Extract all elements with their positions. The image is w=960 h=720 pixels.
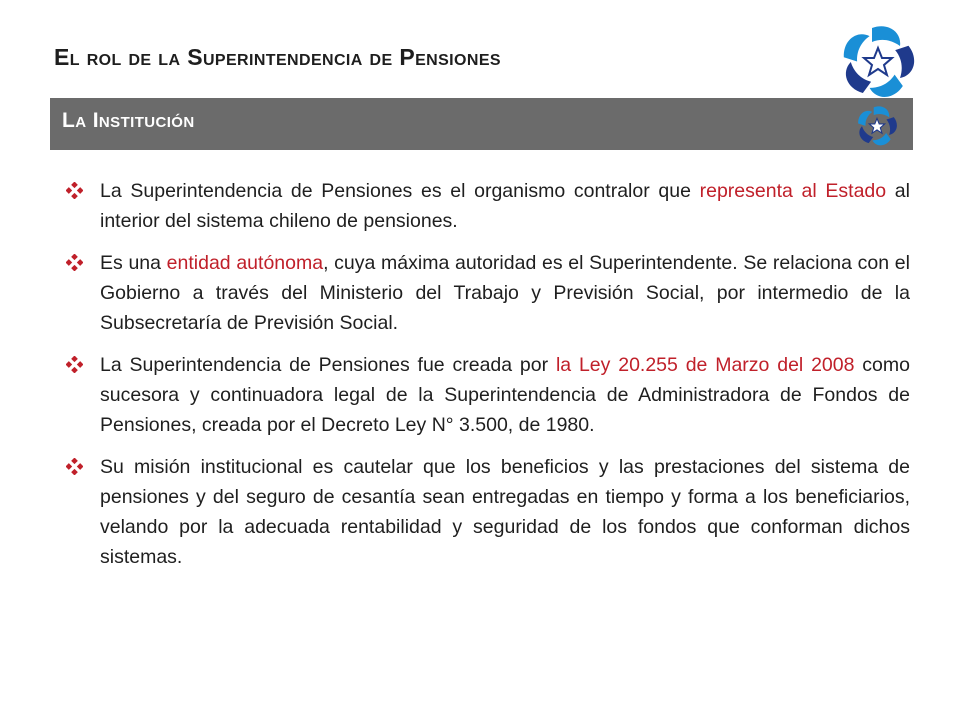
section-title: La Institución (62, 109, 195, 132)
superintendencia-star-logo-icon (855, 103, 899, 147)
bullet-highlight: entidad autónoma (166, 252, 324, 274)
bullet-list (66, 176, 910, 584)
diamond-bullet-icon (66, 458, 83, 475)
bullet-item (66, 350, 910, 440)
bullet-highlight: representa al Estado (699, 180, 887, 202)
page-title: El rol de la Superintendencia de Pensiones (54, 44, 501, 70)
bullet-text: Su misión institucional es cautelar que los beneficios y las prestaciones del sistema de pensiones y del seguro de cesantía sean entregadas en tiempo y forma a los beneficiarios, velando por la adecuada rentabilidad y seguridad de los fondos que conforman dichos sistemas. (100, 456, 910, 568)
logo-petal (872, 26, 900, 46)
diamond-bullet-icon (66, 182, 83, 199)
bullet-item (66, 176, 910, 236)
bullet-text: Es una (100, 252, 167, 274)
bullet-text: , cuya máxima autoridad es el Superintendente. Se relaciona con el Gobierno a través del Ministerio del Trabajo y Previsión Social, por intermedio de la Subsecretaría de Previsión Social. (100, 252, 910, 334)
superintendencia-star-logo-icon (838, 20, 918, 100)
bullet-text: como sucesora y continuadora legal de la Superintendencia de Administradora de Fondos de Pensiones, creada por el Decreto Ley N° 3.500, de 1980. (100, 354, 910, 436)
bullet-highlight: la Ley 20.255 de Marzo del 2008 (555, 354, 855, 376)
diamond-bullet-icon (66, 254, 83, 271)
bullet-item (66, 248, 910, 338)
section-banner (50, 98, 913, 150)
bullet-text: La Superintendencia de Pensiones es el organismo contralor que (100, 180, 700, 202)
bullet-text: al interior del sistema chileno de pensiones. (100, 180, 910, 232)
bullet-item (66, 452, 910, 572)
diamond-bullet-icon (66, 356, 83, 373)
bullet-text: La Superintendencia de Pensiones fue creada por (100, 354, 556, 376)
